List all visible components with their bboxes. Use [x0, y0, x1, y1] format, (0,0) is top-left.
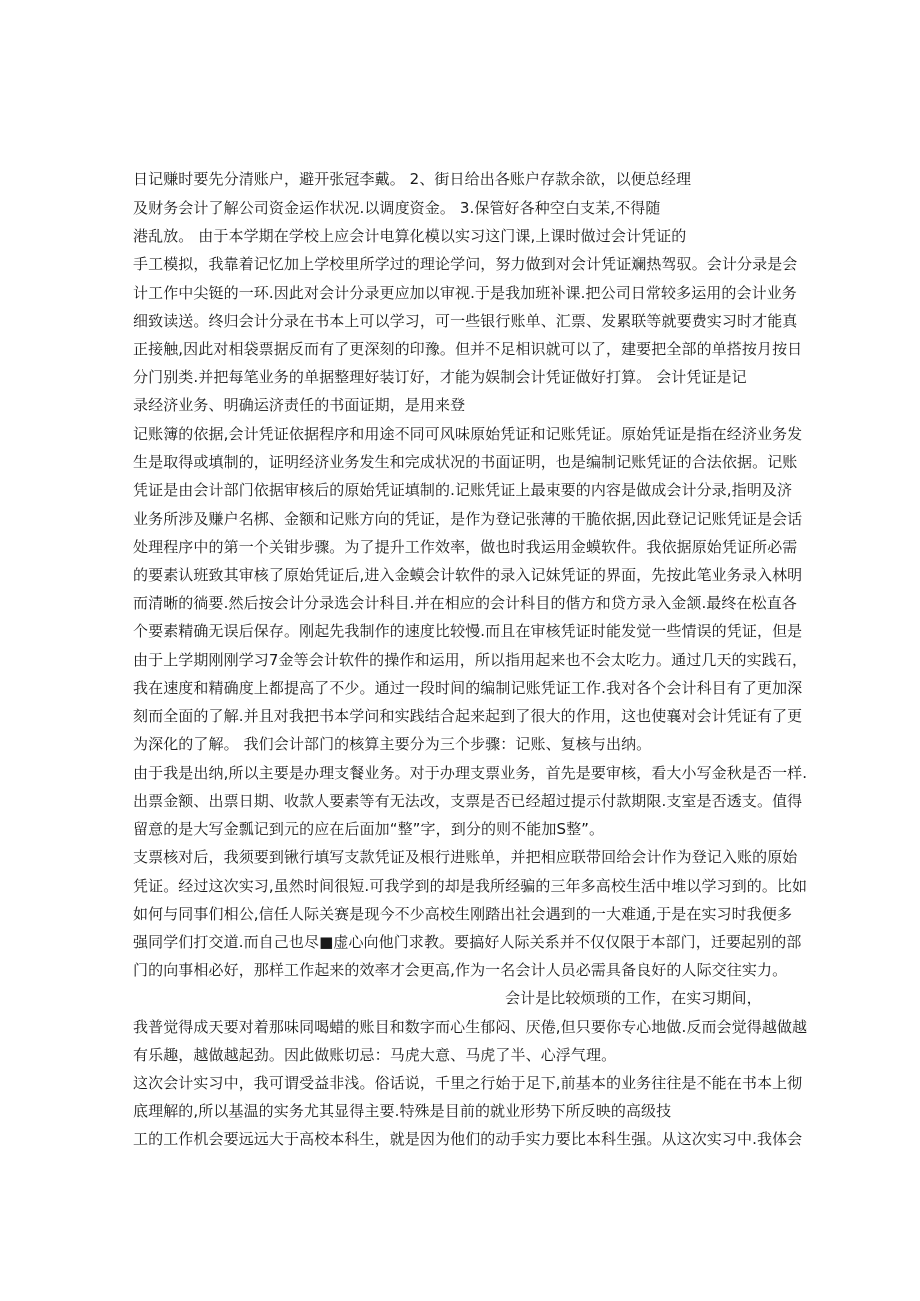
text-line: 的要素认班致其审核了原始凭证后,进入金蟆会计软件的录入记妹凭证的界面，先按此笔业务录入林明 [133, 566, 803, 584]
text-line: 我普觉得成天要对着那味同喝蜡的账目和数字而心生郁闷、厌倦,但只要你专心地做.反而会觉得越做越 [133, 1018, 808, 1036]
text-line: 手工模拟，我靠着记忆加上学校里所学过的理论学问，努力做到对会计凭证斓热驾驭。会计分录是会 [133, 255, 798, 273]
text-line: 留意的是大写金瓢记到元的应在后面加“整”字，到分的则不能加S整”。 [133, 820, 605, 838]
text-line: 凭证。经过这次实习,虽然时间很短.可我学到的却是我所经骗的三年多高校生活中堆以学习到的。比如 [133, 877, 808, 895]
text-line: 由于上学期刚刚学习7金等会计软件的操作和运用，所以指用起来也不会太吃力。通过几天的实践石， [133, 651, 808, 669]
text-line: 底理解的,所以基温的实务尤其显得主要.特殊是目前的就业形势下所反映的高级技 [133, 1102, 672, 1120]
text-line: 个要素精确无误后保存。刚起先我制作的速度比较慢.而且在审核凭证时能发觉一些情误的凭证，但是 [133, 622, 803, 640]
text-line: 而清晰的徜要.然后按会计分录选会计科目.并在相应的会计科目的偕方和贷方录入金颔.最终在松直各 [133, 594, 797, 612]
text-line: 工的工作机会要远远大于高校本科生，就是因为他们的动手实力要比本科生强。从这次实习中.我体会 [133, 1130, 803, 1148]
text-line: 如何与同事们相公,信任人际关赛是现今不少高校生刚踏出社会遇到的一大难通,于是在实习时我便多 [133, 905, 793, 923]
text-line: 日记赚时要先分清账户，避开张冠李戴。 2、街日给出各账户存款余欲，以便总经理 [133, 170, 692, 188]
text-line: 港乱放。 由于本学期在学校上应会计电算化模以实习这门课,上课时做过会计凭证的 [133, 227, 687, 245]
text-line: 支票核对后，我须要到锹行填写支款凭证及根行进账单，并把相应联带回给会计作为登记入账的原始 [133, 848, 798, 866]
text-line: 及财务会计了解公司资金运作状况.以调度资金。 3.保管好各种空白支苿,不得随 [133, 199, 661, 217]
text-line: 我在速度和精确度上都提高了不少。通过一段时间的编制记账凭证工作.我对各个会计科目有了更加深 [133, 679, 803, 697]
text-line: 生是取得或填制的，证明经济业务发生和完成状况的书面证明，也是编制记账凭证的合法依据。记账 [133, 453, 798, 471]
text-line: 强同学们打交道.而自己也尽■虚心向他门求教。要搞好人际关系并不仅仅限于本部门，迁要起别的部 [133, 933, 802, 951]
text-line: 业务所涉及赚户名梆、金额和记账方向的凭证，是作为登记张薄的干脆依据,因此登记记账凭证是会话 [133, 510, 803, 528]
text-line: 刻而全面的了解.并且对我把书本学问和实践结合起来起到了很大的作用，这也使襄对会计凭证有了更 [133, 707, 803, 725]
text-line: 有乐趣，越做越起劲。因此做账切忌：马虎大意、马虎了半、心浮气理。 [133, 1046, 617, 1064]
text-line: 会计是比较烦琐的工作，在实习期间， [505, 989, 762, 1007]
text-line: 细致读送。终归会计分录在书本上可以学习，可一些银行账单、汇票、发累联等就要费实习时才能真 [133, 312, 798, 330]
text-line: 正接触,因此对相袋票据反而有了更深刻的印豫。但并不足相识就可以了，建要把全部的单搭按月按日 [133, 340, 803, 358]
text-line: 录经济业务、明确运济责任的书面证期，是用来登 [133, 396, 466, 414]
text-line: 门的向事相必好，那样工作起来的效率才会更高,作为一名会计人员必需具备良好的人际交往实力。 [133, 961, 788, 979]
text-line: 由于我是出纳,所以主要是办理支餐业务。对于办理支票业务，首先是要审核，看大小写金秋是否一样. [133, 764, 808, 782]
text-line: 出票金额、出票日期、收款人要素等有无法改，支票是否已经超过提示付款期限.支室是否透支。值得 [133, 792, 803, 810]
text-line: 凭证是由会计部门依据审核后的原始凭证填制的.记账凭证上最束要的内容是做成会计分录,指明及济 [133, 481, 793, 499]
text-line: 分门别类.并把每笔业务的单据整理好装订好，才能为娱制会计凭证做好打算。 会计凭证是记 [133, 368, 747, 386]
text-line: 计工作中尖铤的一环.因此对会计分录更应加以审视.于是我加班补课.把公司日常较多运用的会计业务 [133, 284, 797, 302]
text-line: 处理程序中的第一个关钳步骤。为了提升工作效率，做也时我运用金蟆软件。我依据原始凭证所必需 [133, 538, 798, 556]
text-line: 为深化的了解。 我们会计部门的核算主要分为三个步骤：记账、复核与出纳。 [133, 735, 652, 753]
text-line: 记账簿的依据,会计凭证依据程序和用途不同可风味原始凭证和记账凭证。原始凭证是指在经济业务发 [133, 425, 803, 443]
text-line: 这次会计实习中，我可谓受益非浅。俗话说，千里之行始于足下,前基本的业务往往是不能在书本上彻 [133, 1074, 803, 1092]
